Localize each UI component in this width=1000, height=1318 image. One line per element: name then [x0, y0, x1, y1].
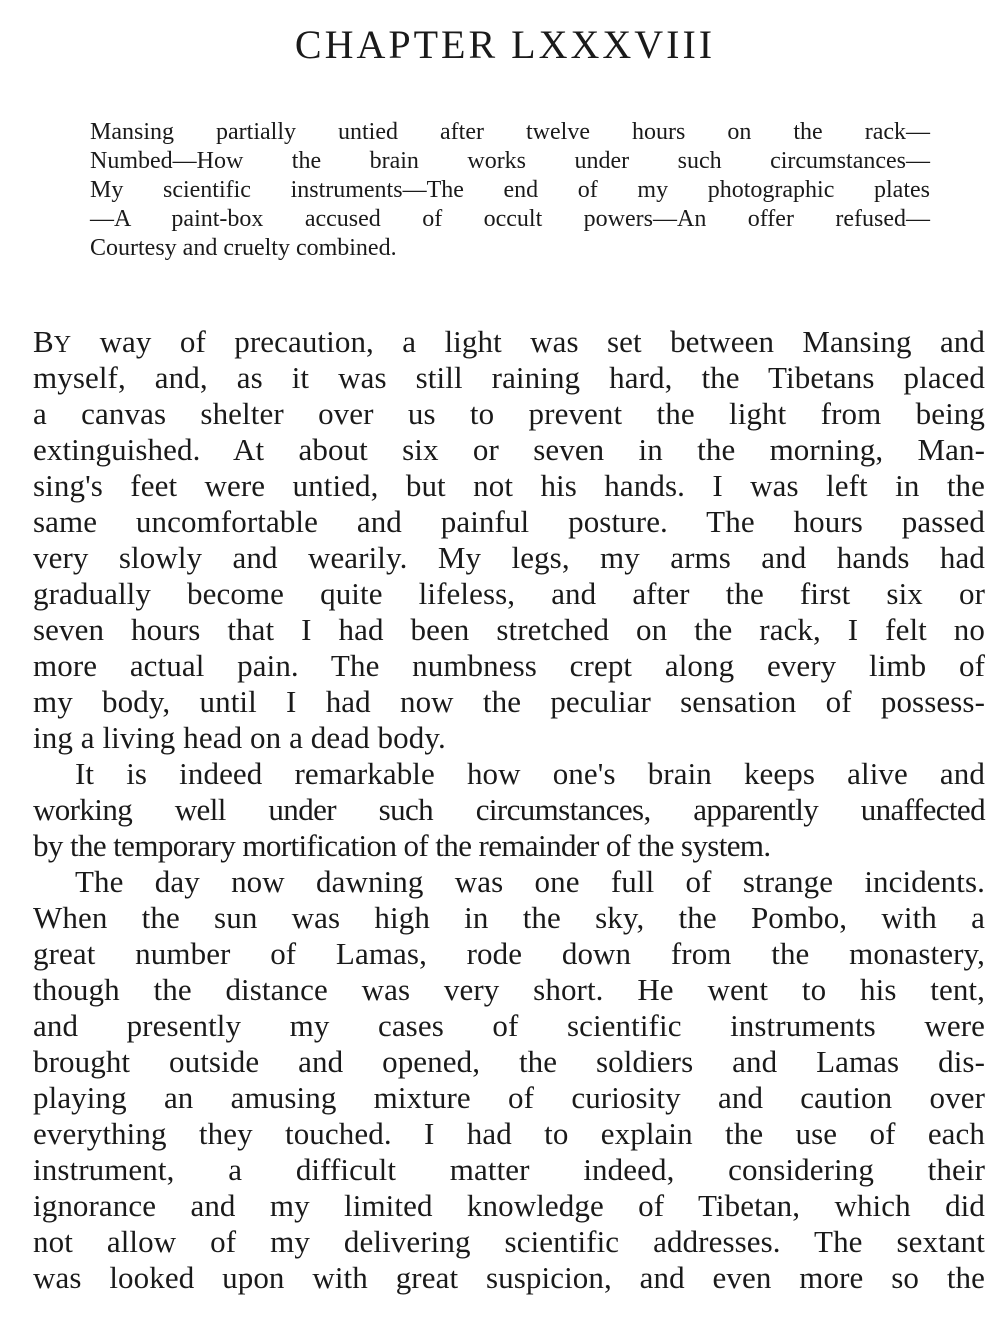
- first-line-text: way of precaution, a light was set between Mansing and: [71, 324, 985, 359]
- chapter-synopsis: [90, 118, 930, 263]
- body-line: It is indeed remarkable how one's brain keeps alive and: [75, 756, 985, 791]
- body-line: everything they touched. I had to explain the use of each: [33, 1116, 985, 1151]
- body-text: [33, 324, 985, 1296]
- body-line: more actual pain. The numbness crept along every limb of: [33, 648, 985, 683]
- body-line: The day now dawning was one full of strange incidents.: [75, 864, 985, 899]
- body-line: ignorance and my limited knowledge of Tibetan, which did: [33, 1188, 985, 1223]
- body-line: myself, and, as it was still raining hard, the Tibetans placed: [33, 360, 985, 395]
- body-line: instrument, a difficult matter indeed, considering their: [33, 1152, 985, 1187]
- chapter-title: CHAPTER LXXXVIII: [294, 22, 716, 67]
- body-line: ing a living head on a dead body.: [33, 720, 446, 755]
- opening-small-cap: Y: [53, 332, 72, 358]
- synopsis-line: My scientific instruments—The end of my photographic plates: [90, 177, 930, 203]
- body-line: When the sun was high in the sky, the Pombo, with a: [33, 900, 985, 935]
- synopsis-line: Numbed—How the brain works under such circumstances—: [90, 148, 930, 174]
- body-line: extinguished. At about six or seven in the morning, Man-: [33, 432, 985, 467]
- body-line: not allow of my delivering scientific addresses. The sextant: [33, 1224, 985, 1259]
- synopsis-line: Courtesy and cruelty combined.: [90, 235, 397, 261]
- synopsis-line: —A paint-box accused of occult powers—An offer refused—: [90, 206, 930, 232]
- body-line: seven hours that I had been stretched on the rack, I felt no: [33, 612, 985, 647]
- body-line: by the temporary mortification of the remainder of the system.: [33, 828, 771, 863]
- body-line-first: [33, 324, 985, 360]
- body-line: was looked upon with great suspicion, and even more so the: [33, 1260, 985, 1295]
- body-line: same uncomfortable and painful posture. The hours passed: [33, 504, 985, 539]
- body-line: brought outside and opened, the soldiers and Lamas dis-: [33, 1044, 985, 1079]
- body-line: gradually become quite lifeless, and after the first six or: [33, 576, 985, 611]
- body-line: though the distance was very short. He went to his tent,: [33, 972, 985, 1007]
- body-line: working well under such circumstances, apparently unaffected: [33, 792, 985, 827]
- opening-capital: B: [33, 324, 54, 359]
- body-line: very slowly and wearily. My legs, my arms and hands had: [33, 540, 985, 575]
- body-line: a canvas shelter over us to prevent the light from being: [33, 396, 985, 431]
- body-line: my body, until I had now the peculiar sensation of possess-: [33, 684, 985, 719]
- synopsis-line: Mansing partially untied after twelve hours on the rack—: [90, 119, 930, 145]
- body-line: sing's feet were untied, but not his hands. I was left in the: [33, 468, 985, 503]
- body-line: and presently my cases of scientific instruments were: [33, 1008, 985, 1043]
- body-line: great number of Lamas, rode down from the monastery,: [33, 936, 985, 971]
- body-line: playing an amusing mixture of curiosity and caution over: [33, 1080, 985, 1115]
